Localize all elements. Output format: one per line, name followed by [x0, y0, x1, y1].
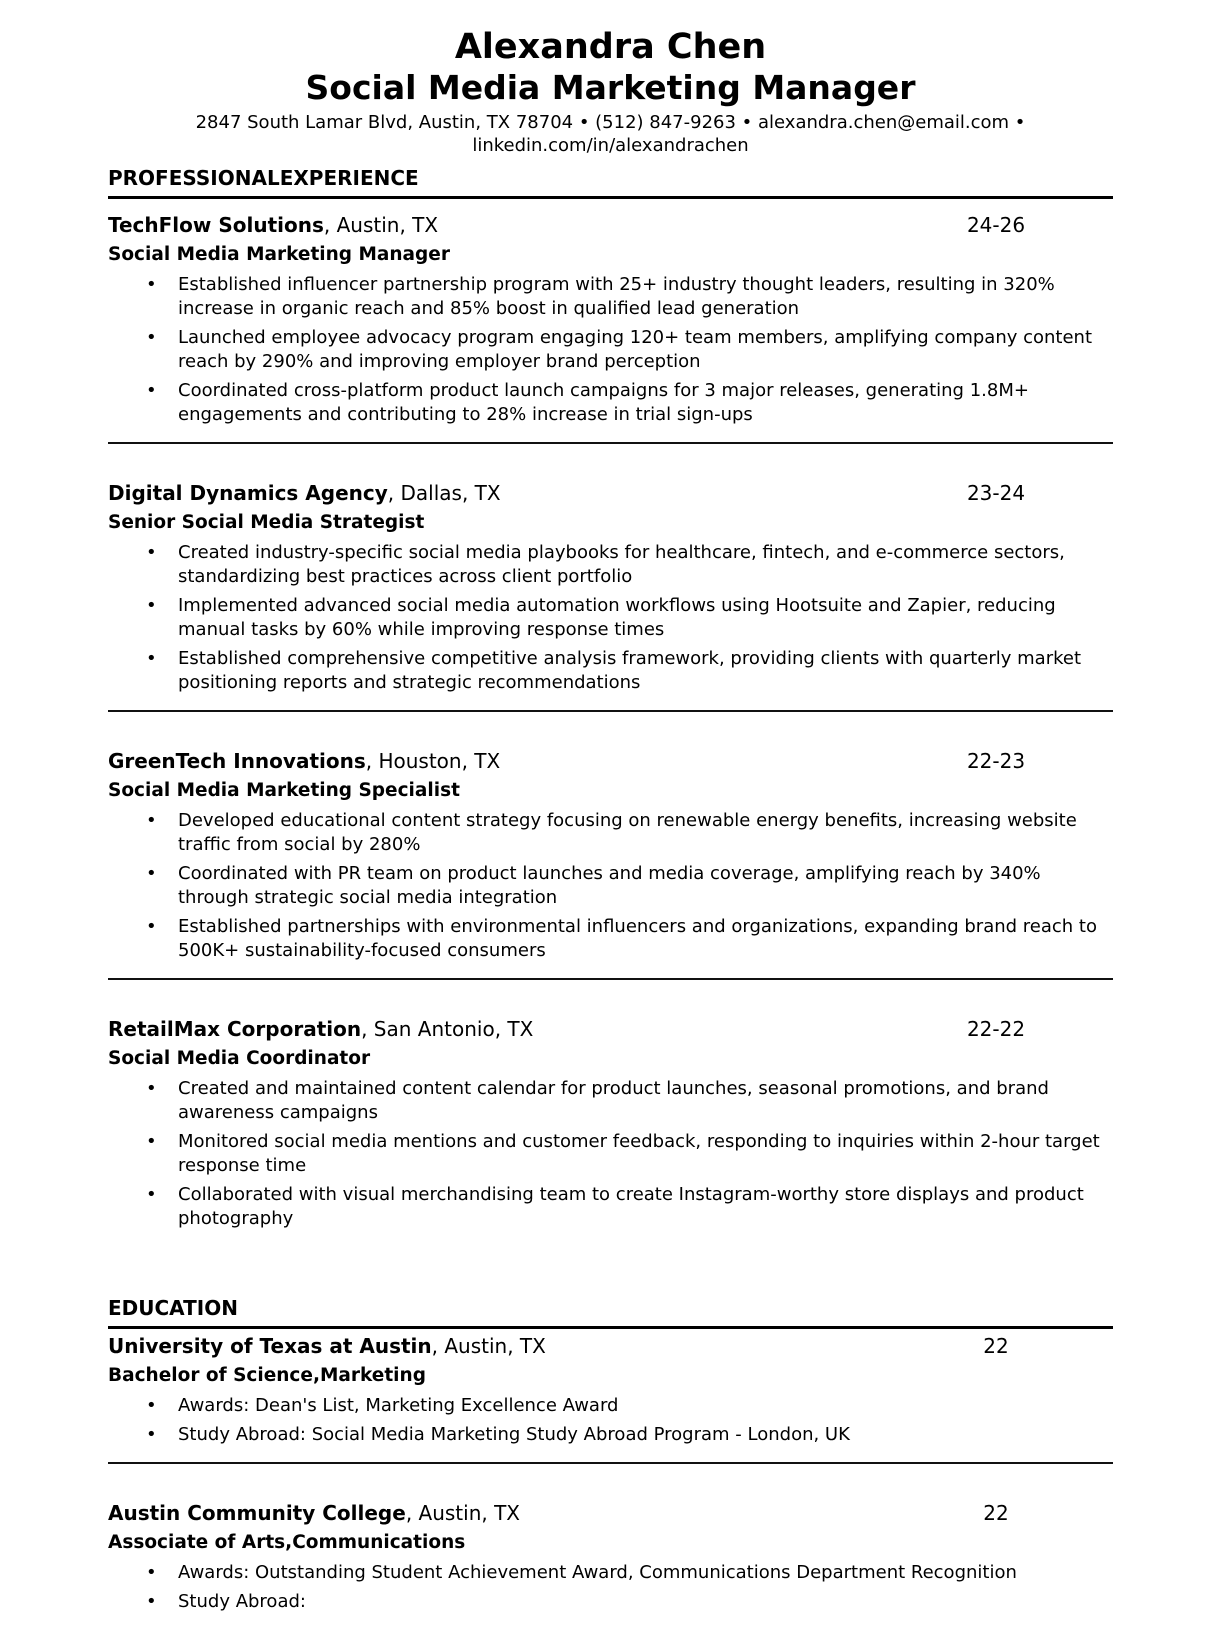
org-line — [108, 212, 936, 239]
organization-name: RetailMax Corporation — [108, 1017, 362, 1041]
org-line — [108, 480, 936, 507]
bullet-item: • Monitored social media mentions and customer feedback, responding to inquiries within 2-hour target response time — [108, 1130, 1113, 1178]
bullet-list — [108, 1077, 1113, 1231]
organization-location: , San Antonio, TX — [361, 1017, 534, 1041]
organization-location: , Austin, TX — [323, 213, 439, 237]
person-headline: Social Media Marketing Manager — [305, 68, 916, 107]
section-heading-education: EDUCATION — [108, 1296, 1113, 1329]
organization-location: , Austin, TX — [405, 1501, 521, 1525]
section-professional-experience — [108, 166, 1113, 1246]
bullet-item: • Awards: Dean's List, Marketing Excellence Award — [108, 1394, 1113, 1418]
entry-header — [108, 1500, 1113, 1527]
job-title: Social Media Coordinator — [108, 1048, 371, 1069]
education-entry — [108, 1464, 1113, 1629]
bullet-item: • Study Abroad: Social Media Marketing Study Abroad Program - London, UK — [108, 1423, 1113, 1447]
job-title: Senior Social Media Strategist — [108, 512, 425, 533]
bullet-item: • Established partnerships with environmental influencers and organizations, expanding brand reach to 500K+ sustainability-focused consumers — [108, 915, 1113, 963]
section-education — [108, 1296, 1113, 1629]
bullet-list — [108, 809, 1113, 963]
bullet-list — [108, 541, 1113, 695]
person-name: Alexandra Chen — [454, 27, 767, 67]
org-line — [108, 1333, 936, 1360]
organization-location: , Austin, TX — [431, 1334, 546, 1358]
contact-linkedin: linkedin.com/in/alexandrachen — [472, 135, 749, 156]
bullet-list — [108, 1394, 1113, 1447]
entry-header — [108, 1016, 1113, 1043]
education-entry — [108, 1329, 1113, 1464]
entry-header — [108, 748, 1113, 775]
bullet-item: • Established comprehensive competitive analysis framework, providing clients with quarterly market positioning reports and strategic recommendations — [108, 647, 1113, 695]
organization-name: GreenTech Innovations — [108, 749, 366, 773]
resume-body — [108, 166, 1113, 1629]
organization-location: , Houston, TX — [365, 749, 501, 773]
degree-title: Bachelor of Science,Marketing — [108, 1365, 426, 1386]
bullet-list — [108, 1561, 1113, 1614]
organization-name: University of Texas at Austin — [108, 1334, 432, 1358]
entry-dates: 22-23 — [966, 749, 1026, 773]
bullet-item: • Launched employee advocacy program engaging 120+ team members, amplifying company content reach by 290% and improving employer brand perception — [108, 326, 1113, 374]
entry-header — [108, 212, 1113, 239]
org-line — [108, 1500, 936, 1527]
bullet-item: • Coordinated cross-platform product launch campaigns for 3 major releases, generating 1.8M+ engagements and contributing to 28% increase in trial sign-ups — [108, 379, 1113, 427]
organization-location: , Dallas, TX — [387, 481, 501, 505]
bullet-list — [108, 273, 1113, 427]
entry-dates: 22 — [983, 1334, 1009, 1358]
entry-header — [108, 1333, 1113, 1360]
bullet-item: • Created and maintained content calendar for product launches, seasonal promotions, and brand awareness campaigns — [108, 1077, 1113, 1125]
bullet-item: • Developed educational content strategy focusing on renewable energy benefits, increasing website traffic from social by 280% — [108, 809, 1113, 857]
experience-entry — [108, 712, 1113, 980]
bullet-item: • Awards: Outstanding Student Achievement Award, Communications Department Recognition — [108, 1561, 1113, 1585]
entry-dates: 22-22 — [966, 1017, 1026, 1041]
entry-dates: 23-24 — [966, 481, 1026, 505]
experience-entry — [108, 980, 1113, 1246]
bullet-item: • Coordinated with PR team on product launches and media coverage, amplifying reach by 340% through strategic social media integration — [108, 862, 1113, 910]
experience-entry — [108, 444, 1113, 712]
experience-entry — [108, 199, 1113, 444]
org-line — [108, 748, 936, 775]
bullet-item: • Created industry-specific social media playbooks for healthcare, fintech, and e-commerce sectors, standardizing best practices across client portfolio — [108, 541, 1113, 589]
bullet-item: • Collaborated with visual merchandising team to create Instagram-worthy store displays and product photography — [108, 1183, 1113, 1231]
job-title: Social Media Marketing Manager — [108, 244, 450, 265]
organization-name: TechFlow Solutions — [108, 213, 324, 237]
entry-header — [108, 480, 1113, 507]
job-title: Social Media Marketing Specialist — [108, 780, 460, 801]
organization-name: Austin Community College — [108, 1501, 406, 1525]
entry-dates: 22 — [983, 1501, 1009, 1525]
degree-title: Associate of Arts,Communications — [108, 1532, 466, 1553]
bullet-item: • Study Abroad: — [108, 1590, 1113, 1614]
bullet-item: • Implemented advanced social media automation workflows using Hootsuite and Zapier, reducing manual tasks by 60% while improving response times — [108, 594, 1113, 642]
section-heading-professional-experience: PROFESSIONALEXPERIENCE — [108, 166, 1113, 199]
org-line — [108, 1016, 936, 1043]
contact-line: 2847 South Lamar Blvd, Austin, TX 78704 • (512) 847-9263 • alexandra.chen@email.com • — [195, 112, 1026, 133]
resume-header — [108, 26, 1113, 157]
organization-name: Digital Dynamics Agency — [108, 481, 388, 505]
entry-dates: 24-26 — [966, 213, 1026, 237]
bullet-item: • Established influencer partnership program with 25+ industry thought leaders, resulting in 320% increase in organic reach and 85% boost in qualified lead generation — [108, 273, 1113, 321]
